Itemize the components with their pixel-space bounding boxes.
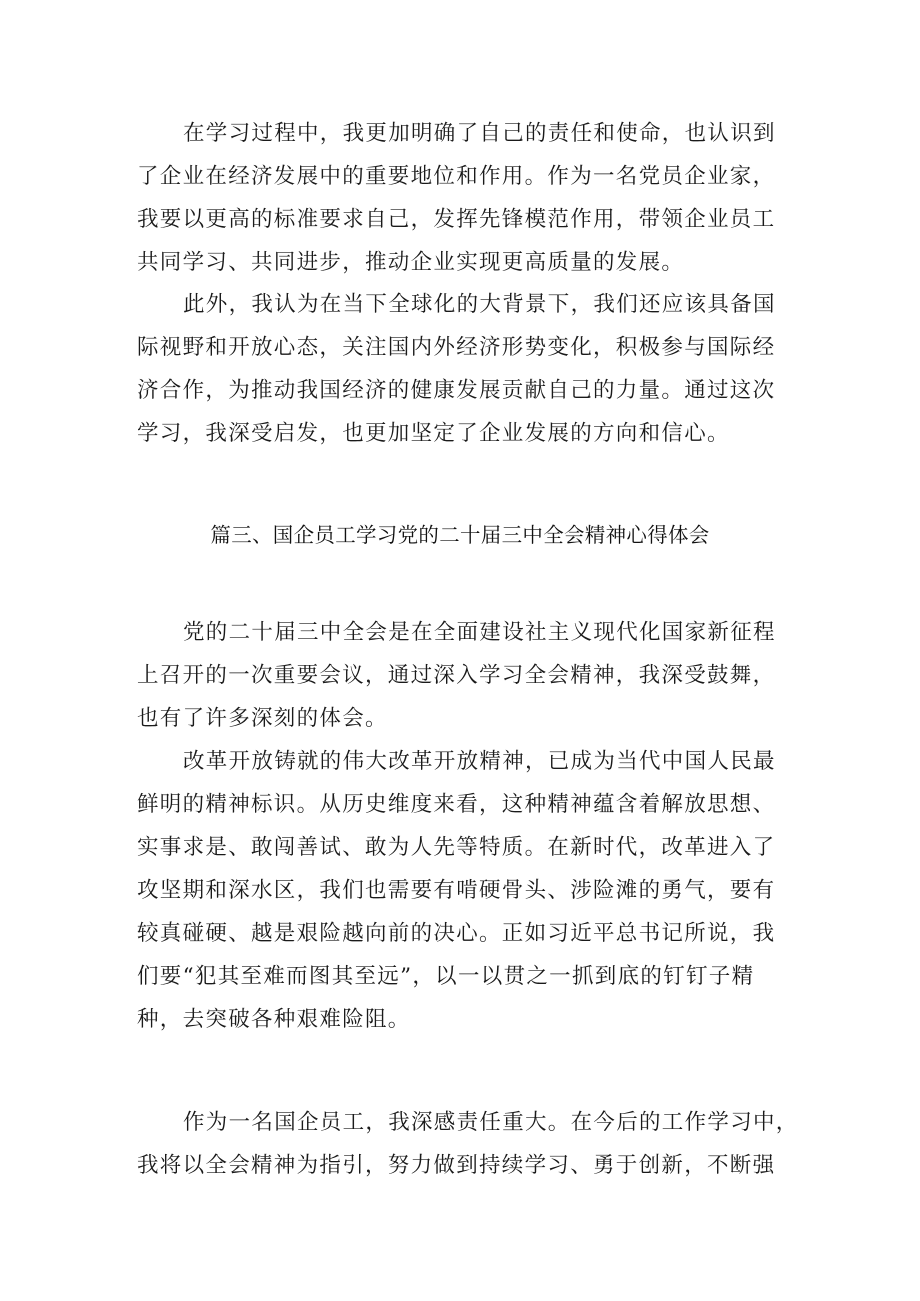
- paragraph-line: 我将以全会精神为指引，努力做到持续学习、勇于创新，不断强: [137, 1153, 776, 1178]
- paragraph-line: 学习，我深受启发，也更加坚定了企业发展的方向和信心。: [137, 421, 730, 446]
- paragraph-line: 较真碰硬、越是艰险越向前的决心。正如习近平总书记所说，我: [137, 921, 776, 946]
- paragraph-reform-spirit: [137, 740, 797, 1041]
- paragraph-line: 种，去突破各种艰难险阻。: [137, 1007, 411, 1032]
- paragraph-line: 们要“犯其至难而图其至远”，以一以贯之一抓到底的钉钉子精: [137, 964, 755, 989]
- paragraph-line: 党的二十届三中全会是在全面建设社主义现代化国家新征程: [183, 620, 776, 645]
- paragraph-line: 济合作，为推动我国经济的健康发展贡献自己的力量。通过这次: [137, 378, 776, 403]
- paragraph-line: 攻坚期和深水区，我们也需要有啃硬骨头、涉险滩的勇气，要有: [137, 878, 776, 903]
- paragraph-line: 也有了许多深刻的体会。: [137, 706, 388, 731]
- paragraph-line: 上召开的一次重要会议，通过深入学习全会精神，我深受鼓舞，: [137, 663, 776, 688]
- paragraph-line: 作为一名国企员工，我深感责任重大。在今后的工作学习中，: [183, 1110, 799, 1135]
- paragraph-line: 我要以更高的标准要求自己，发挥先锋模范作用，带领企业员工: [137, 207, 776, 232]
- paragraph-global-vision: [137, 283, 797, 455]
- paragraph-line: 改革开放铸就的伟大改革开放精神，已成为当代中国人民最: [183, 749, 776, 774]
- paragraph-line: 此外，我认为在当下全球化的大背景下，我们还应该具备国: [183, 292, 776, 317]
- paragraph-line: 实事求是、敢闯善试、敢为人先等特质。在新时代，改革进入了: [137, 835, 776, 860]
- paragraph-line: 了企业在经济发展中的重要地位和作用。作为一名党员企业家，: [137, 164, 776, 189]
- paragraph-employee-commitment: [137, 1101, 797, 1187]
- paragraph-line: 共同学习、共同进步，推动企业实现更高质量的发展。: [137, 250, 685, 275]
- paragraph-line: 际视野和开放心态，关注国内外经济形势变化，积极参与国际经: [137, 335, 776, 360]
- paragraph-line: 在学习过程中，我更加明确了自己的责任和使命，也认识到: [183, 121, 776, 146]
- paragraph-plenary-session: [137, 611, 797, 740]
- paragraph-line: 鲜明的精神标识。从历史维度来看，这种精神蕴含着解放思想、: [137, 792, 776, 817]
- paragraph-responsibility: [137, 112, 797, 284]
- section-heading: 篇三、国企员工学习党的二十届三中全会精神心得体会: [210, 523, 710, 547]
